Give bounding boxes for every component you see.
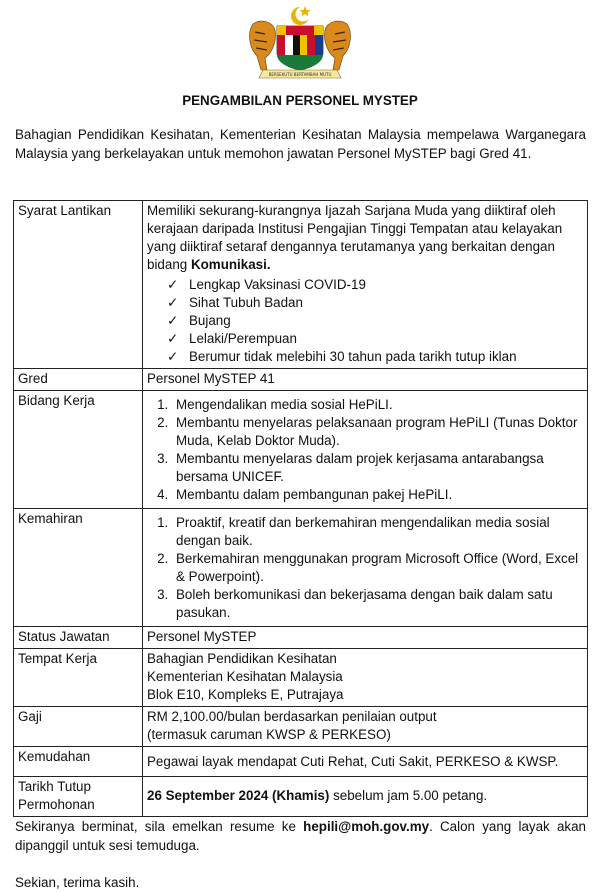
checkmark-icon: ✓ xyxy=(167,295,179,310)
row-value-status: Personel MySTEP xyxy=(143,627,588,649)
checkmark-icon: ✓ xyxy=(167,313,179,328)
address-line: Blok E10, Kompleks E, Putrajaya xyxy=(147,687,344,702)
list-item: ✓ Bujang xyxy=(167,313,231,328)
table-row xyxy=(14,391,588,509)
row-label-kemahiran: Kemahiran xyxy=(14,509,143,627)
table-row xyxy=(14,707,588,747)
salary-line: RM 2,100.00/bulan berdasarkan penilaian output xyxy=(147,709,437,724)
skills-list xyxy=(147,514,583,622)
row-label-tempat: Tempat Kerja xyxy=(14,649,143,707)
row-value-bidang xyxy=(143,391,588,509)
row-label-tarikh xyxy=(14,777,143,817)
row-label-status: Status Jawatan xyxy=(14,627,143,649)
row-label-bidang: Bidang Kerja xyxy=(14,391,143,509)
tarikh-label-line: Tarikh Tutup xyxy=(18,779,91,794)
closing-time: sebelum jam 5.00 petang. xyxy=(329,788,488,803)
closing-date: 26 September 2024 (Khamis) xyxy=(147,788,330,803)
table-row xyxy=(14,627,588,649)
table-row xyxy=(14,201,588,369)
list-item: 1. Mengendalikan media sosial HePiLI. xyxy=(172,396,583,414)
job-details-table xyxy=(13,200,588,817)
table-row xyxy=(14,777,588,817)
address-line: Kementerian Kesihatan Malaysia xyxy=(147,669,343,684)
list-item: ✓ Lelaki/Perempuan xyxy=(167,331,297,346)
row-value-syarat xyxy=(143,201,588,369)
list-item: 1. Proaktif, kreatif dan berkemahiran mengendalikan media sosial dengan baik. xyxy=(172,514,583,550)
syarat-text: Memiliki sekurang-kurangnya Ijazah Sarjana Muda yang diiktiraf oleh kerajaan daripada Institusi Pengajian Tinggi Tempatan atau kelayakan yang diiktiraf setaraf dengannya terutamanya yang berkaitan dengan bidang xyxy=(147,203,563,272)
email-link[interactable]: hepili@moh.gov.my xyxy=(303,819,430,834)
list-item: 4. Membantu dalam pembangunan pakej HePiLI. xyxy=(172,486,583,504)
table-row xyxy=(14,747,588,777)
page-title: PENGAMBILAN PERSONEL MYSTEP xyxy=(182,93,418,108)
list-item: 3. Membantu menyelaras dalam projek kerjasama antarabangsa bersama UNICEF. xyxy=(172,450,583,486)
row-label-gaji: Gaji xyxy=(14,707,143,747)
row-value-gred: Personel MySTEP 41 xyxy=(143,369,588,391)
coat-of-arms-emblem xyxy=(243,4,357,84)
row-label-kemudahan: Kemudahan xyxy=(14,747,143,777)
list-item: ✓ Lengkap Vaksinasi COVID-19 xyxy=(167,277,366,292)
table-row xyxy=(14,369,588,391)
row-value-gaji xyxy=(143,707,588,747)
list-item: ✓ Sihat Tubuh Badan xyxy=(167,295,303,310)
closing-paragraph: Sekiranya berminat, sila emelkan resume ke hepili@moh.gov.my. Calon yang layak akan dipanggil untuk sesi temuduga. xyxy=(15,819,586,853)
signoff-text: Sekian, terima kasih. xyxy=(15,875,140,890)
row-value-tarikh xyxy=(143,777,588,817)
address-line: Bahagian Pendidikan Kesihatan xyxy=(147,651,337,666)
requirements-checklist xyxy=(147,276,583,366)
intro-paragraph: Bahagian Pendidikan Kesihatan, Kementerian Kesihatan Malaysia mempelawa Warganegara Malaysia yang berkelayakan untuk memohon jawatan Personel MySTEP bagi Gred 41. xyxy=(15,127,586,161)
salary-line: (termasuk caruman KWSP & PERKESO) xyxy=(147,727,391,742)
row-value-kemahiran xyxy=(143,509,588,627)
list-item: 3. Boleh berkomunikasi dan bekerjasama dengan baik dalam satu pasukan. xyxy=(172,586,583,622)
row-label-gred: Gred xyxy=(14,369,143,391)
table-row xyxy=(14,649,588,707)
checkmark-icon: ✓ xyxy=(167,331,179,346)
tarikh-label-line: Permohonan xyxy=(18,797,95,812)
table-row xyxy=(14,509,588,627)
emblem-motto: BERSEKUTU BERTAMBAH MUTU xyxy=(268,72,332,77)
row-value-tempat xyxy=(143,649,588,707)
row-label-syarat: Syarat Lantikan xyxy=(14,201,143,369)
row-value-kemudahan: Pegawai layak mendapat Cuti Rehat, Cuti Sakit, PERKESO & KWSP. xyxy=(143,747,588,777)
syarat-text-bold: Komunikasi. xyxy=(190,257,271,272)
checkmark-icon: ✓ xyxy=(167,277,179,292)
duties-list xyxy=(147,396,583,504)
list-item: ✓ Berumur tidak melebihi 30 tahun pada tarikh tutup iklan xyxy=(167,349,517,364)
list-item: 2. Membantu menyelaras pelaksanaan program HePiLI (Tunas Doktor Muda, Kelab Doktor Muda). xyxy=(172,414,583,450)
list-item: 2. Berkemahiran menggunakan program Microsoft Office (Word, Excel & Powerpoint). xyxy=(172,550,583,586)
checkmark-icon: ✓ xyxy=(167,349,179,364)
